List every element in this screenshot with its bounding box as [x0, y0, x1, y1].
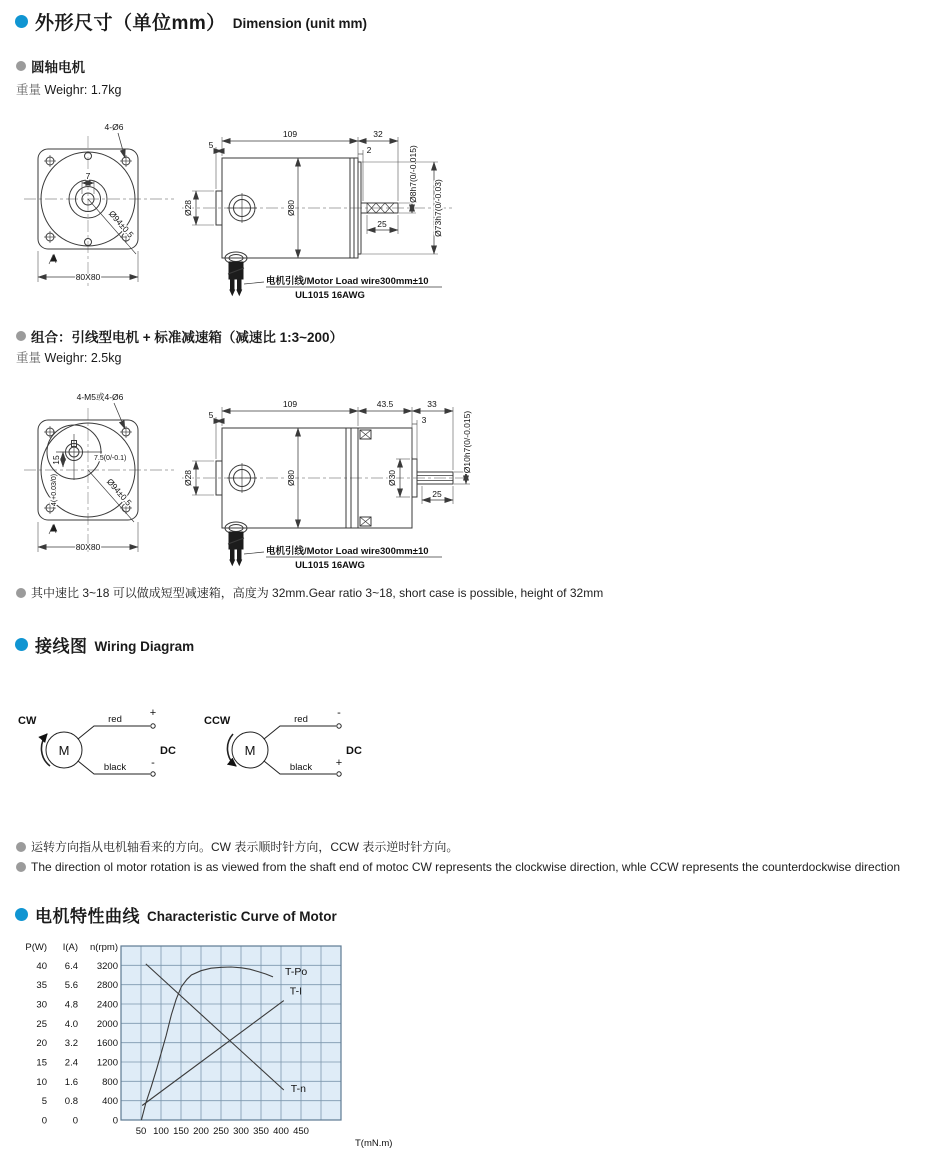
x-tick-label: 350	[253, 1126, 269, 1137]
dim-boss-dia: Ø28	[183, 469, 193, 487]
ccw-label: CCW	[204, 715, 231, 727]
gearmotor-front-view-drawing	[22, 388, 182, 560]
x-tick-label: 200	[193, 1126, 209, 1137]
y-axis-value: 3200	[96, 960, 118, 972]
blue-bullet-icon	[15, 15, 28, 28]
dim-body-length: 109	[282, 129, 298, 139]
y-axis-value: 1200	[96, 1057, 118, 1069]
wiring-section-header	[15, 632, 194, 657]
dim-hole-callout: 4-Ø6	[104, 122, 124, 132]
black-wire-label: black	[103, 762, 127, 773]
x-tick-label: 450	[293, 1126, 309, 1137]
y-axis-value: 800	[102, 1076, 118, 1088]
y-axis-value: 1.6	[64, 1076, 78, 1088]
y-axis-value: 3.2	[64, 1038, 78, 1050]
lead-wire-label-line1: 电机引线/Motor Load wire300mm±10	[266, 546, 429, 557]
curve-title-zh: 电机特性曲线	[35, 907, 140, 926]
round-shaft-title: 圆轴电机	[31, 60, 85, 75]
x-tick-label: 150	[173, 1126, 189, 1137]
y-axis-value: 40	[36, 960, 47, 972]
y-axis-header: n(rpm)	[90, 942, 118, 953]
series-label-T-n: T-n	[290, 1083, 306, 1096]
lead-wire-label-line2: UL1015 16AWG	[295, 290, 365, 301]
y-axis-value: 4.0	[64, 1018, 78, 1030]
characteristic-curve-chart	[8, 936, 438, 1154]
y-axis-value: 0	[112, 1115, 118, 1127]
combo-weight	[16, 348, 121, 366]
dc-supply-label: DC	[160, 745, 176, 757]
x-tick-label: 400	[273, 1126, 289, 1137]
motor-front-view-drawing	[22, 114, 182, 294]
y-axis-value: 2400	[96, 999, 118, 1011]
dim-shaft-dia: Ø8h7(0/-0.015)	[408, 145, 418, 203]
gray-bullet-icon	[16, 862, 26, 872]
dim-pilot-dia: Ø94±0.5	[106, 208, 136, 240]
wiring-diagram-ccw	[198, 702, 373, 802]
dim-flange-size: 80X80	[75, 542, 101, 552]
bottom-terminal-sign: -	[151, 757, 155, 769]
x-axis-unit-label: T(mN.m)	[355, 1138, 393, 1149]
dim-body-dia: Ø80	[286, 469, 296, 487]
motor-side-view-drawing	[180, 116, 470, 306]
gray-bullet-icon	[16, 842, 26, 852]
dim-hole-callout: 4-M5或4-Ø6	[76, 392, 124, 402]
y-axis-value: 6.4	[64, 960, 78, 972]
dimension-section-header	[15, 8, 367, 35]
y-axis-value: 35	[36, 980, 47, 992]
dim-step-length: 2	[366, 145, 372, 155]
y-axis-value: 1600	[96, 1038, 118, 1050]
red-wire-label: red	[108, 714, 122, 725]
gray-bullet-icon	[16, 588, 26, 598]
y-axis-value: 0	[72, 1115, 78, 1127]
dim-body-dia: Ø80	[286, 199, 296, 217]
y-axis-value: 20	[36, 1038, 47, 1050]
dim-boss-dia: Ø28	[183, 199, 193, 217]
dim-key-width: 4(+0.03/0)	[51, 473, 58, 507]
dim-key-depth: 7.5(0/-0.1)	[94, 455, 127, 462]
dim-shaft-width: 7	[85, 171, 91, 181]
series-label-T-I: T-I	[289, 985, 303, 998]
dim-shaft-length: 32	[373, 129, 383, 139]
dim-output-boss-dia: Ø30	[387, 469, 397, 487]
dim-gearbox-length: 43.5	[376, 399, 394, 409]
rotation-note-zh-text: 运转方向指从电机轴看来的方向。CW 表示顺时针方向，CCW 表示逆时针方向。	[31, 840, 459, 854]
round-shaft-weight	[16, 80, 121, 98]
dc-supply-label: DC	[346, 745, 362, 757]
x-tick-label: 50	[135, 1126, 147, 1137]
dim-offset: 15	[51, 455, 61, 465]
dim-flange-size: 80X80	[75, 272, 101, 282]
dim-pilot-dia: Ø73h7(0/-0.03)	[433, 179, 443, 237]
black-wire-label: black	[289, 762, 313, 773]
gear-ratio-note-text: 其中速比 3~18 可以做成短型减速箱，高度为 32mm.Gear ratio 3~18, short case is possible, height of 32mm	[31, 586, 604, 600]
round-shaft-subheader	[16, 56, 85, 76]
dimension-title-en: Dimension (unit mm)	[232, 16, 368, 31]
y-axis-value: 10	[36, 1076, 47, 1088]
gray-bullet-icon	[16, 61, 26, 71]
y-axis-value: 4.8	[64, 999, 78, 1011]
red-wire-label: red	[294, 714, 308, 725]
dim-body-length: 109	[282, 399, 298, 409]
lead-wire-label-line1: 电机引线/Motor Load wire300mm±10	[266, 276, 429, 287]
wiring-title-zh: 接线图	[35, 637, 88, 656]
x-tick-label: 250	[213, 1126, 229, 1137]
cw-label: CW	[18, 715, 37, 727]
dim-step-length: 3	[421, 415, 427, 425]
y-axis-value: 15	[36, 1057, 47, 1069]
dim-front-boss-length: 5	[208, 410, 214, 420]
dim-front-boss-length: 5	[208, 140, 214, 150]
blue-bullet-icon	[15, 638, 28, 651]
curve-title-en: Characteristic Curve of Motor	[147, 909, 337, 924]
y-axis-value: 5	[41, 1096, 47, 1108]
weight-label-zh: 重量	[16, 351, 42, 365]
rotation-note-zh	[16, 838, 458, 855]
rotation-note-en	[16, 860, 900, 874]
series-label-T-Po: T-Po	[285, 965, 308, 978]
y-axis-value: 0.8	[64, 1096, 78, 1108]
combo-subheader	[16, 326, 343, 346]
y-axis-value: 5.6	[64, 980, 78, 992]
combo-title: 组合：引线型电机 + 标准减速箱（减速比 1:3~200）	[31, 330, 344, 345]
y-axis-value: 0	[41, 1115, 47, 1127]
weight-label-zh: 重量	[16, 83, 42, 97]
wiring-title-en: Wiring Diagram	[94, 639, 195, 654]
dim-pilot-dia: Ø94±0.5	[104, 476, 134, 508]
y-axis-header: I(A)	[62, 942, 78, 953]
dimension-title-zh: 外形尺寸（单位mm）	[35, 13, 226, 34]
y-axis-value: 2.4	[64, 1057, 78, 1069]
top-terminal-sign: +	[149, 707, 157, 719]
weight-value: Weighr: 1.7kg	[44, 83, 122, 97]
rotation-note-en-text: The direction ol motor rotation is as viewed from the shaft end of motoc CW represents the clockwise direction, whle CCW represents the counterdockwise direction	[31, 860, 901, 874]
y-axis-value: 2000	[96, 1018, 118, 1030]
lead-wire-label-line2: UL1015 16AWG	[295, 560, 365, 571]
y-axis-value: 400	[102, 1096, 118, 1108]
motor-symbol: M	[58, 743, 70, 758]
y-axis-header: P(W)	[25, 942, 47, 953]
dim-shaft-dia: Ø10h7(0/-0.015)	[462, 410, 472, 474]
x-tick-label: 300	[233, 1126, 249, 1137]
dim-flat-length: 25	[377, 219, 387, 229]
gearmotor-side-view-drawing	[180, 386, 480, 578]
gear-ratio-note	[16, 584, 603, 601]
dim-shaft-length: 33	[427, 399, 437, 409]
dim-flat-length: 25	[432, 489, 442, 499]
top-terminal-sign: -	[337, 707, 341, 719]
x-tick-label: 100	[153, 1126, 169, 1137]
curve-section-header	[15, 902, 337, 927]
y-axis-value: 30	[36, 999, 47, 1011]
motor-symbol: M	[244, 743, 256, 758]
bottom-terminal-sign: +	[335, 757, 343, 769]
weight-value: Weighr: 2.5kg	[44, 351, 122, 365]
blue-bullet-icon	[15, 908, 28, 921]
gray-bullet-icon	[16, 331, 26, 341]
y-axis-value: 25	[36, 1018, 47, 1030]
y-axis-value: 2800	[96, 980, 118, 992]
wiring-diagram-cw	[12, 702, 187, 802]
